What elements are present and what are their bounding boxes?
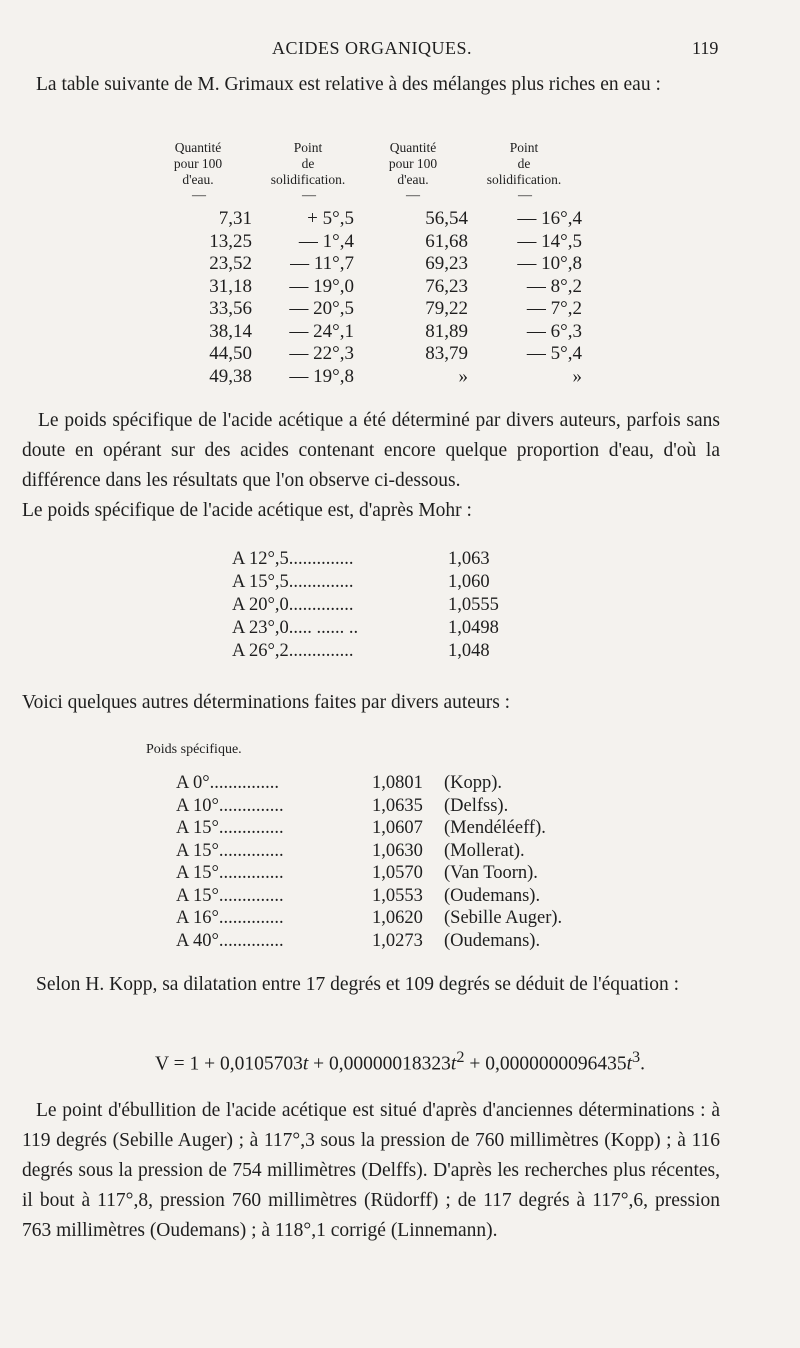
- table-row: [148, 366, 588, 389]
- author-source: (Kopp).: [444, 773, 503, 793]
- author-source: (Van Toorn).: [444, 863, 538, 883]
- table-cell: 38,14: [209, 320, 252, 342]
- table-row: [148, 298, 588, 321]
- temperature-label: A 12°,5..............: [232, 549, 354, 569]
- mohr-intro: Le poids spécifique de l'acide acétique est, d'après Mohr :: [22, 500, 472, 521]
- list-item: [176, 862, 616, 885]
- temperature-label: A 0°...............: [176, 773, 279, 793]
- table-cell: »: [572, 365, 582, 387]
- table-cell: 23,52: [209, 253, 252, 274]
- list-item: [232, 571, 532, 594]
- table-cell: — 10°,8: [517, 253, 582, 274]
- paragraph-text: Le poids spécifique de l'acide acétique a été déterminé par divers auteurs, parfois sans doute en opérant sur des acides contenant encore quelque proportion d'eau, d'où la différence dans les résultats que l'on observe ci-dessous.: [22, 410, 720, 491]
- other-determinations-paragraph: Voici quelques autres déterminations faites par divers auteurs :: [22, 692, 511, 713]
- page-header: [0, 38, 800, 62]
- dash: —: [192, 188, 206, 203]
- weight-value: 1,0630: [372, 840, 423, 861]
- table-cell: 44,50: [209, 343, 252, 364]
- temperature-label: A 16°..............: [176, 908, 284, 928]
- table-cell: 49,38: [209, 365, 252, 387]
- temperature-label: A 15°..............: [176, 840, 284, 861]
- table-cell: 7,31: [218, 208, 252, 229]
- list-item: [176, 885, 616, 908]
- temperature-label: A 40°..............: [176, 930, 284, 951]
- weight-value: 1,0607: [372, 818, 423, 838]
- table-body: [148, 208, 588, 388]
- author-source: (Mendéléeff).: [444, 818, 546, 838]
- table-row: [148, 253, 588, 276]
- temperature-label: A 15°..............: [176, 818, 284, 838]
- list-item: [176, 840, 616, 863]
- table-cell: 61,68: [425, 230, 468, 252]
- dilatation-equation: $V = 1 + 0,0105703t + 0,00000018323t^2 + 0,0000000096435t^3$.: [155, 1048, 645, 1075]
- table-cell: 79,22: [425, 298, 468, 319]
- table-cell: »: [458, 365, 468, 387]
- temperature-label: A 15°..............: [176, 863, 284, 883]
- table-cell: 56,54: [425, 208, 468, 229]
- weight-value: 1,0801: [372, 773, 423, 793]
- temperature-label: A 20°,0..............: [232, 595, 354, 615]
- list-item: [232, 617, 532, 640]
- table-row: [148, 321, 588, 344]
- table-header: [148, 140, 588, 188]
- specific-weight-paragraph: [22, 406, 720, 526]
- list-item: [232, 548, 532, 571]
- list-item: [176, 817, 616, 840]
- weight-value: 1,0635: [372, 795, 423, 816]
- table-cell: — 14°,5: [517, 230, 582, 252]
- table-cell: — 24°,1: [289, 320, 354, 342]
- running-title: ACIDES ORGANIQUES.: [272, 38, 473, 58]
- specific-weight-header: Poids spécifique.: [146, 742, 242, 757]
- kopp-paragraph: Selon H. Kopp, sa dilatation entre 17 degrés et 109 degrés se déduit de l'équation :: [36, 974, 680, 995]
- table-cell: 76,23: [425, 275, 468, 297]
- table-row: [148, 208, 588, 231]
- weight-value: 1,0273: [372, 930, 423, 951]
- list-item: [176, 772, 616, 795]
- table-row: [148, 276, 588, 299]
- table-cell: — 8°,2: [526, 275, 582, 297]
- table-cell: — 20°,5: [289, 298, 354, 319]
- table-cell: — 7°,2: [526, 298, 582, 319]
- table-cell: + 5°,5: [307, 208, 354, 229]
- table-cell: 33,56: [209, 298, 252, 319]
- list-item: [232, 640, 532, 663]
- dash: —: [302, 188, 316, 203]
- weight-value: 1,0498: [448, 618, 499, 638]
- temperature-label: A 10°..............: [176, 795, 284, 816]
- solidification-table: [148, 140, 588, 388]
- author-source: (Delfss).: [444, 795, 509, 816]
- table-cell: 81,89: [425, 320, 468, 342]
- table-row: [148, 343, 588, 366]
- list-item: [176, 907, 616, 930]
- list-item: [176, 930, 616, 953]
- author-source: (Oudemans).: [444, 930, 541, 951]
- header-point-1: Point de solidification.: [270, 140, 346, 187]
- weight-value: 1,0620: [372, 908, 423, 928]
- temperature-label: A 15°..............: [176, 885, 284, 906]
- boiling-point-paragraph: Le point d'ébullition de l'acide acétique est situé d'après d'anciennes déterminations : à 119 degrés (Sebille Auger) ; à 117°,3 sous la pression de 760 millimètres (Kopp) ; à 116 degrés sous la pression de 754 millimètres (Delffs). D'après les recherches plus récentes, il bout à 117°,8, pression 760 millimètres (Rüdorff) ; de 117 degrés à 117°,6, pression 763 millimètres (Oudemans) ; à 118°,1 corrigé (Linnemann).: [22, 1100, 720, 1241]
- table-cell: — 11°,7: [290, 253, 354, 274]
- dash: —: [406, 188, 420, 203]
- list-item: [176, 795, 616, 818]
- weight-value: 1,060: [448, 572, 490, 592]
- header-quantity-2: Quantité pour 100 d'eau.: [388, 140, 438, 187]
- table-cell: — 19°,0: [289, 275, 354, 297]
- weight-value: 1,0553: [372, 885, 423, 906]
- temperature-label: A 26°,2..............: [232, 641, 354, 661]
- weight-value: 1,0570: [372, 863, 423, 883]
- table-cell: — 19°,8: [289, 365, 354, 387]
- table-row: [148, 231, 588, 254]
- weight-value: 1,063: [448, 549, 490, 569]
- table-cell: — 16°,4: [517, 208, 582, 229]
- table-cell: — 6°,3: [526, 320, 582, 342]
- author-source: (Sebille Auger).: [444, 908, 563, 928]
- table-cell: 69,23: [425, 253, 468, 274]
- page-number: 119: [692, 38, 719, 58]
- table-cell: 13,25: [209, 230, 252, 252]
- temperature-label: A 23°,0..... ...... ..: [232, 618, 359, 638]
- header-dashes: [148, 188, 588, 208]
- header-point-2: Point de solidification.: [486, 140, 562, 187]
- intro-paragraph: La table suivante de M. Grimaux est relative à des mélanges plus riches en eau :: [36, 74, 661, 95]
- header-quantity-1: Quantité pour 100 d'eau.: [173, 140, 223, 187]
- table-cell: — 22°,3: [289, 343, 354, 364]
- weight-value: 1,0555: [448, 595, 499, 615]
- table-cell: 31,18: [209, 275, 252, 297]
- table-cell: — 1°,4: [298, 230, 354, 252]
- author-source: (Oudemans).: [444, 885, 541, 906]
- mohr-list: [232, 548, 532, 663]
- weight-value: 1,048: [448, 641, 490, 661]
- list-item: [232, 594, 532, 617]
- table-cell: — 5°,4: [526, 343, 582, 364]
- author-source: (Mollerat).: [444, 840, 525, 861]
- table-cell: 83,79: [425, 343, 468, 364]
- dash: —: [518, 188, 532, 203]
- specific-weight-list: [176, 772, 616, 952]
- temperature-label: A 15°,5..............: [232, 572, 354, 592]
